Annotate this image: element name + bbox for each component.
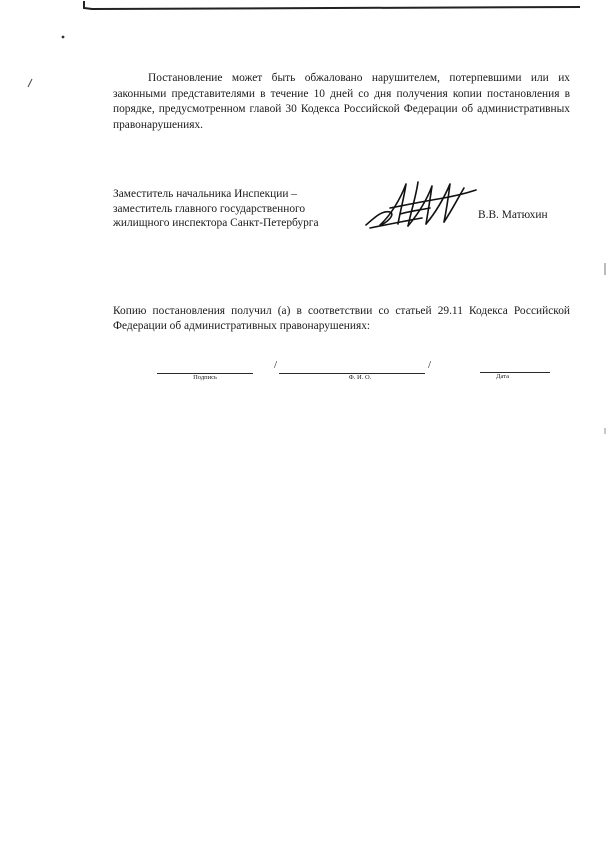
name-field-right-separator: / bbox=[428, 359, 432, 371]
receipt-statement: Копию постановления получил (а) в соответствии со статьей 29.11 Кодекса Российской Федерации об административных правонарушениях: bbox=[113, 305, 570, 333]
signatory-title-line: Заместитель начальника Инспекции – bbox=[113, 188, 298, 200]
signature-field-caption: Подпись bbox=[193, 374, 217, 381]
signatory-title-line: жилищного инспектора Санкт-Петербурга bbox=[113, 217, 319, 229]
appeal-notice: Постановление может быть обжаловано нарушителем, потерпевшими или их законными представителями в течение 10 дней со дня получения копии постановления в порядке, предусмотренном главой 30 Кодекса Российской Федерации об административных правонарушениях. bbox=[113, 72, 570, 131]
signatory-title bbox=[113, 187, 319, 231]
scan-speck bbox=[60, 34, 66, 40]
scan-top-border bbox=[82, 0, 582, 14]
signatory-name: В.В. Матюхин bbox=[478, 209, 548, 221]
scan-speck bbox=[26, 78, 34, 88]
date-field-caption: Дата bbox=[496, 373, 509, 380]
scan-speck bbox=[603, 427, 607, 435]
signatory-title-line: заместитель главного государственного bbox=[113, 202, 306, 215]
handwritten-signature bbox=[360, 178, 482, 234]
name-field-caption: Ф. И. О. bbox=[348, 374, 372, 381]
name-field-left-separator: / bbox=[274, 359, 278, 371]
scan-speck bbox=[603, 262, 607, 276]
